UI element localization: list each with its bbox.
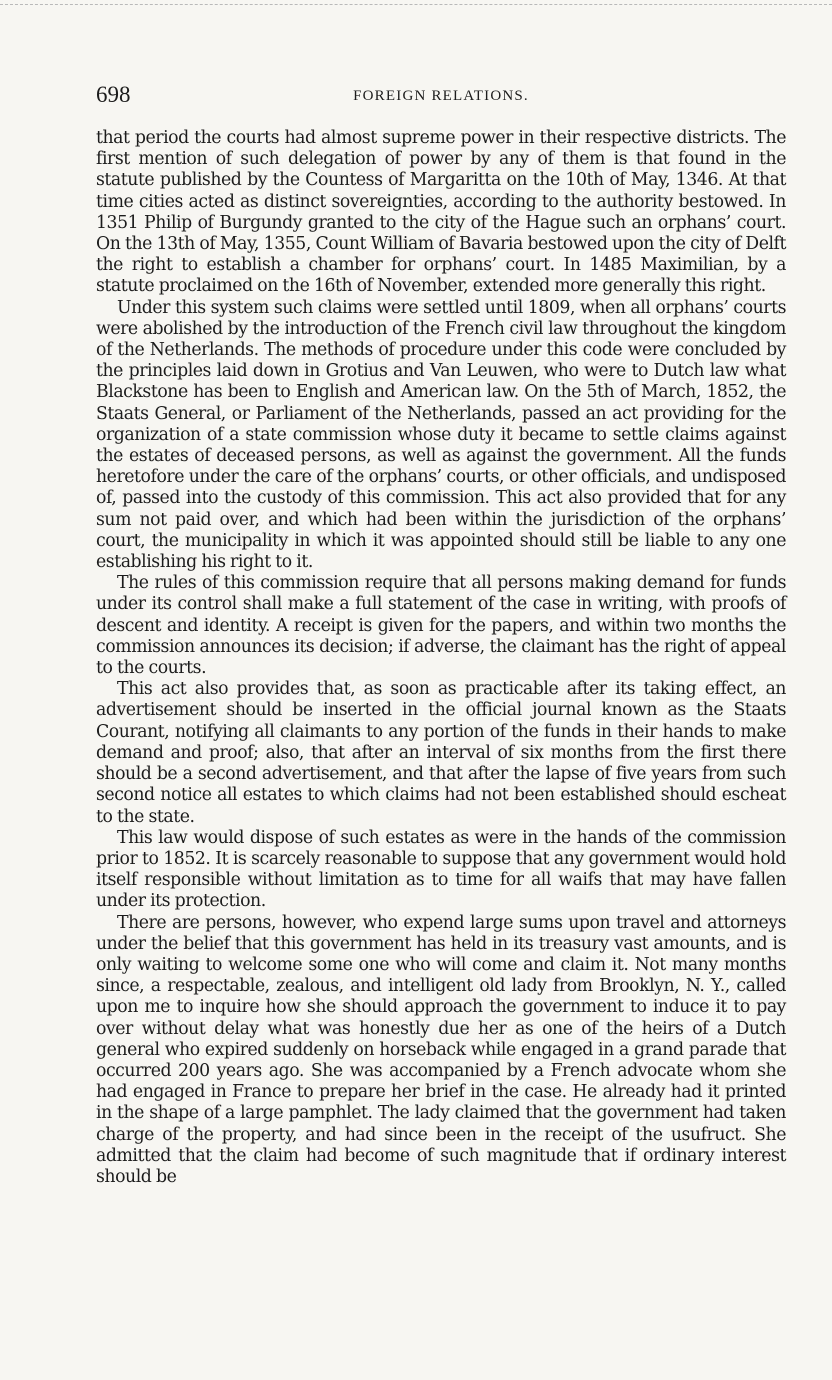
paragraph-continued: that period the courts had almost supreme power in their respective districts. The first mention of such delegation of power by any of them is that found in the statute published by the Countess of Margaritta on the 10th of May, 1346. At that time cities acted as distinct sovereignties, according to the authority bestowed. In 1351 Philip of Burgundy granted to the city of the Hague such an orphans’ court. On the 13th of May, 1355, Count William of Bavaria bestowed upon the city of Delft the right to establish a chamber for orphans’ court. In 1485 Maximilian, by a statute proclaimed on the 16th of November, extended more generally this right.	[96, 128, 786, 297]
page-number: 698	[96, 82, 131, 107]
running-head	[96, 82, 786, 114]
top-scan-rule	[0, 4, 832, 5]
paragraph-commission-rules: The rules of this commission require that all persons making demand for funds under its control shall make a full statement of the case in writing, with proofs of descent and identity. A receipt is given for the papers, and within two months the commission announces its decision; if adverse, the claimant has the right of appeal to the courts.	[96, 573, 786, 679]
body-text	[96, 128, 786, 1188]
paragraph-claimants: There are persons, however, who expend large sums upon travel and attorneys under the belief that this government has held in its treasury vast amounts, and is only waiting to welcome some one who will come and claim it. Not many months since, a respectable, zealous, and intelligent old lady from Brooklyn, N. Y., called upon me to inquire how she should approach the government to induce it to pay over without delay what was honestly due her as one of the heirs of a Dutch general who expired suddenly on horseback while engaged in a grand parade that occurred 200 years ago. She was accompanied by a French advocate whom she had engaged in France to prepare her brief in the case. He already had it printed in the shape of a large pamphlet. The lady claimed that the government had taken charge of the property, and had since been in the receipt of the usufruct. She admitted that the claim had become of such magnitude that if ordinary interest should be	[96, 912, 786, 1187]
running-title: FOREIGN RELATIONS.	[353, 88, 529, 104]
book-page	[96, 82, 786, 1188]
paragraph-advertisement: This act also provides that, as soon as practicable after its taking effect, an advertisement should be inserted in the official journal known as the Staats Courant, notifying all claimants to any portion of the funds in their hands to make demand and proof; also, that after an interval of six months from the first there should be a second advertisement, and that after the lapse of five years from such second notice all estates to which claims had not been established should escheat to the state.	[96, 679, 786, 827]
paragraph-law-disposal: This law would dispose of such estates as were in the hands of the commission prior to 1852. It is scarcely reasonable to suppose that any government would hold itself responsible without limitation as to time for all waifs that may have fallen under its protection.	[96, 827, 786, 912]
paragraph-orphans-courts-abolished: Under this system such claims were settled until 1809, when all orphans’ courts were abolished by the introduction of the French civil law throughout the kingdom of the Netherlands. The methods of procedure under this code were concluded by the principles laid down in Grotius and Van Leuwen, who were to Dutch law what Blackstone has been to English and American law. On the 5th of March, 1852, the Staats General, or Parliament of the Netherlands, passed an act providing for the organization of a state commission whose duty it became to settle claims against the estates of deceased persons, as well as against the government. All the funds heretofore under the care of the orphans’ courts, or other officials, and undisposed of, passed into the custody of this commission. This act also provided that for any sum not paid over, and which had been within the jurisdiction of the orphans’ court, the municipality in which it was appointed should still be liable to any one establishing his right to it.	[96, 297, 786, 573]
